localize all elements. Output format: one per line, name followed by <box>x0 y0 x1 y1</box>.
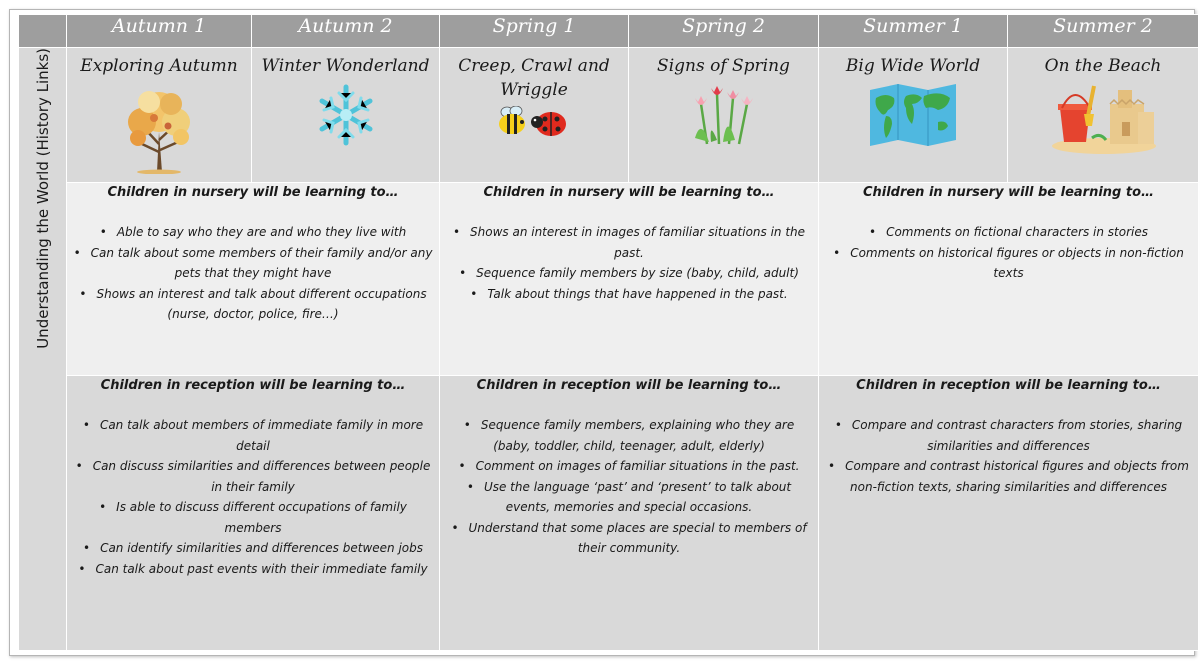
side-label-cell <box>19 48 67 651</box>
topic-title: On the Beach <box>1044 56 1162 76</box>
list-item: • Shows an interest in images of familiar situations in the past. <box>440 222 818 263</box>
list-item: • Can talk about past events with their immediate family <box>67 559 439 580</box>
nursery-heading: Children in nursery will be learning to… <box>483 185 775 200</box>
reception-row <box>19 376 1199 651</box>
topic-row <box>19 48 1199 183</box>
nursery-summer-list <box>819 222 1198 284</box>
topic-title: Big Wide World <box>845 56 981 76</box>
list-item: • Comment on images of familiar situations in the past. <box>440 456 818 477</box>
reception-spring-list <box>440 415 818 559</box>
list-item: • Is able to discuss different occupations of family members <box>67 497 439 538</box>
tulips-icon <box>629 82 818 146</box>
list-item: • Can discuss similarities and differences between people in their family <box>67 456 439 497</box>
list-item: • Use the language ‘past’ and ‘present’ to talk about events, memories and special occasions. <box>440 477 818 518</box>
reception-autumn <box>67 376 440 651</box>
topic-autumn-1 <box>67 48 252 183</box>
reception-autumn-list <box>67 415 439 579</box>
list-item: • Comments on historical figures or objects in non-fiction texts <box>819 243 1198 284</box>
nursery-autumn-list <box>67 222 439 325</box>
term-spring-2: Spring 2 <box>629 15 819 48</box>
term-summer-2: Summer 2 <box>1008 15 1199 48</box>
nursery-summer <box>819 183 1199 376</box>
list-item: • Comments on fictional characters in stories <box>819 222 1198 243</box>
topic-spring-2 <box>629 48 819 183</box>
nursery-spring-list <box>440 222 818 304</box>
topic-title: Winter Wonderland <box>261 56 430 76</box>
side-label: Understanding the World (History Links) <box>33 48 52 349</box>
term-header-row <box>19 15 1199 48</box>
topic-summer-2 <box>1008 48 1199 183</box>
topic-title: Exploring Autumn <box>80 56 238 76</box>
reception-heading: Children in reception will be learning to… <box>476 378 782 393</box>
topic-summer-1 <box>819 48 1008 183</box>
list-item: • Sequence family members, explaining who they are (baby, toddler, child, teenager, adult, elderly) <box>440 415 818 456</box>
list-item: • Can talk about some members of their family and/or any pets that they might have <box>67 243 439 284</box>
world-map-icon <box>819 82 1007 148</box>
list-item: • Understand that some places are special to members of their community. <box>440 518 818 559</box>
topic-title: Signs of Spring <box>657 56 790 76</box>
bee-and-ladybird-icon <box>440 106 628 138</box>
term-autumn-1: Autumn 1 <box>67 15 252 48</box>
nursery-autumn <box>67 183 440 376</box>
topic-autumn-2 <box>252 48 440 183</box>
list-item: • Compare and contrast historical figures and objects from non-fiction texts, sharing similarities and differences <box>819 456 1198 497</box>
curriculum-table <box>18 14 1199 651</box>
nursery-spring <box>440 183 819 376</box>
nursery-heading: Children in nursery will be learning to… <box>107 185 399 200</box>
reception-spring <box>440 376 819 651</box>
reception-heading: Children in reception will be learning to… <box>100 378 406 393</box>
term-summer-1: Summer 1 <box>819 15 1008 48</box>
header-corner <box>19 15 67 48</box>
list-item: • Can talk about members of immediate family in more detail <box>67 415 439 456</box>
term-spring-1: Spring 1 <box>440 15 629 48</box>
autumn-tree-icon <box>67 82 251 174</box>
topic-title: Creep, Crawl and Wriggle <box>458 56 610 100</box>
reception-heading: Children in reception will be learning to… <box>856 378 1161 393</box>
topic-spring-1 <box>440 48 629 183</box>
list-item: • Sequence family members by size (baby, child, adult) <box>440 263 818 284</box>
sandcastle-icon <box>1008 82 1198 154</box>
list-item: • Shows an interest and talk about different occupations (nurse, doctor, police, fire…) <box>67 284 439 325</box>
list-item: • Able to say who they are and who they live with <box>67 222 439 243</box>
term-autumn-2: Autumn 2 <box>252 15 440 48</box>
list-item: • Can identify similarities and differences between jobs <box>67 538 439 559</box>
nursery-row <box>19 183 1199 376</box>
nursery-heading: Children in nursery will be learning to… <box>862 185 1155 200</box>
snowflake-icon <box>252 82 439 148</box>
list-item: • Compare and contrast characters from stories, sharing similarities and differences <box>819 415 1198 456</box>
reception-summer <box>819 376 1199 651</box>
list-item: • Talk about things that have happened in the past. <box>440 284 818 305</box>
reception-summer-list <box>819 415 1198 497</box>
